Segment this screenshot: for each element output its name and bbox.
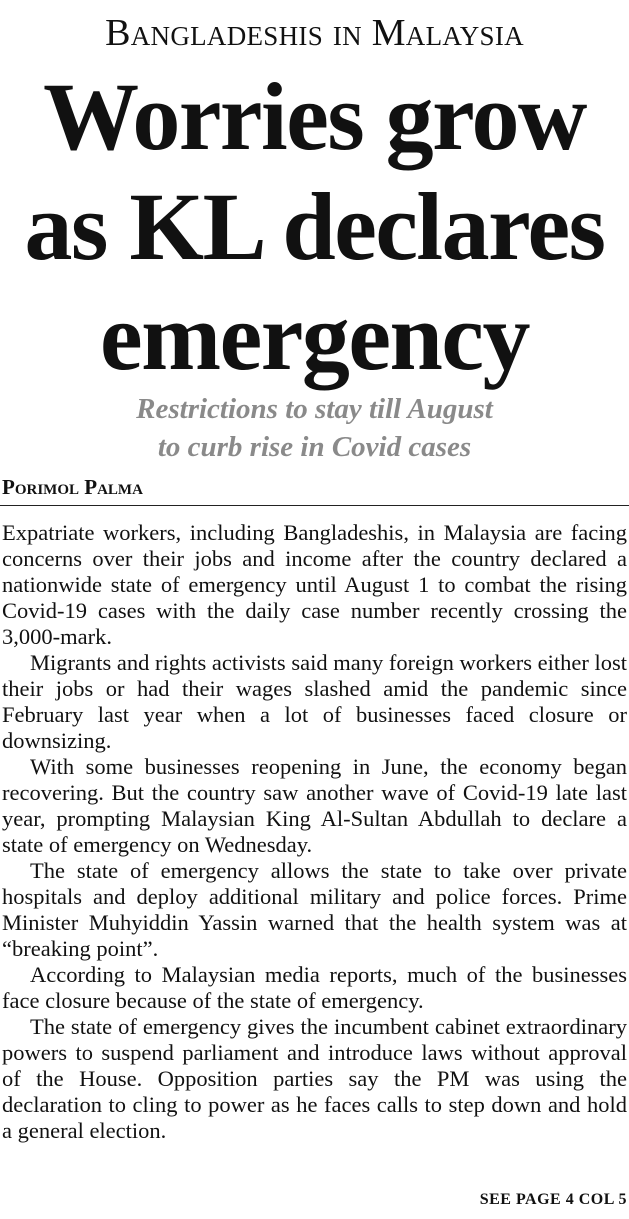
article-headline xyxy=(0,62,629,392)
subhead-line: Restrictions to stay till August xyxy=(136,393,493,425)
subhead-line: to curb rise in Covid cases xyxy=(157,431,472,463)
body-paragraph: The state of emergency allows the state to take over private hospitals and deploy additional military and police forces. Prime Minister Muhyiddin Yassin warned that the health system was at “breaking point”. xyxy=(2,858,627,961)
body-paragraph: With some businesses reopening in June, the economy began recovering. But the country saw another wave of Covid-19 late last year, prompting Malaysian King Al-Sultan Abdullah to declare a state of emergency on Wednesday. xyxy=(2,754,627,857)
headline-line: as KL declares xyxy=(24,173,605,280)
body-paragraph: The state of emergency gives the incumbent cabinet extraordinary powers to suspend parliament and introduce laws without approval of the House. Opposition parties say the PM was using the declaration to cling to power as he faces calls to step down and hold a general election. xyxy=(2,1014,627,1143)
byline-divider xyxy=(0,505,629,506)
article-byline: Porimol Palma xyxy=(2,475,143,499)
headline-line: emergency xyxy=(100,283,529,390)
body-paragraph: Migrants and rights activists said many foreign workers either lost their jobs or had their wages slashed amid the pandemic since February last year when a lot of businesses faced closure or downsizing. xyxy=(2,650,627,753)
body-paragraph: According to Malaysian media reports, much of the businesses face closure because of the state of emergency. xyxy=(2,962,627,1013)
headline-line: Worries grow xyxy=(43,63,586,170)
article-kicker: Bangladeshis in Malaysia xyxy=(105,12,524,54)
continuation-reference: SEE PAGE 4 COL 5 xyxy=(479,1191,627,1208)
body-paragraph: Expatriate workers, including Bangladeshis, in Malaysia are facing concerns over their jobs and income after the country declared a nationwide state of emergency until August 1 to combat the rising Covid-19 cases with the daily case number recently crossing the 3,000-mark. xyxy=(2,520,627,649)
article-subhead xyxy=(0,390,629,466)
article-body xyxy=(2,520,627,1144)
